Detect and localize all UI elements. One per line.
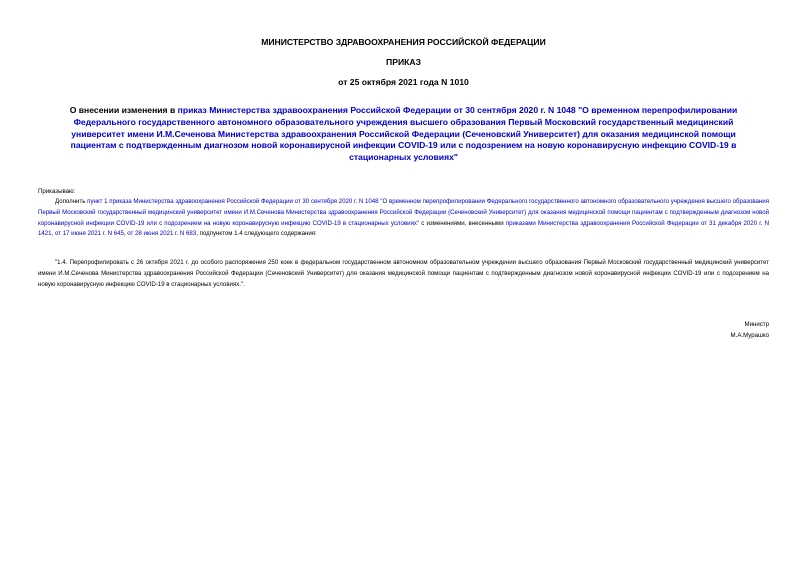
document-title (48, 105, 759, 164)
order-date-heading: от 25 октября 2021 года N 1010 (338, 77, 469, 87)
subpoint-quote: "1.4. Перепрофилировать с 26 октября 2021 г. до особого распоряжения 250 коек в федеральном государственном автономном образовательном учреждении высшего образования Первый Московский государственный медицинский университет имени И.М.Сеченова Министерства здравоохранения Российской Федерации (Сеченовский Университет) для оказания медицинской помощи пациентам с подтвержденным диагнозом новой коронавирусной инфекции COVID-19 или с подозрением на новую коронавирусную инфекцию COVID-19 в стационарных условиях.". (38, 259, 769, 288)
title-prefix: О внесении изменения в (69, 105, 178, 115)
para-mid: с изменениями, внесенными (419, 219, 506, 227)
amendment-paragraph (38, 197, 769, 240)
order-683-link[interactable]: от 28 июня 2021 г. N 683 (127, 230, 197, 238)
order-verb: Приказываю: (38, 188, 76, 195)
ministry-heading: МИНИСТЕРСТВО ЗДРАВООХРАНЕНИЯ РОССИЙСКОЙ ФЕДЕРАЦИИ (261, 37, 546, 47)
para-sep-2: , (123, 230, 128, 238)
order-645-link[interactable]: от 17 июня 2021 г. N 645 (54, 230, 124, 238)
para-sep-1: , (51, 230, 55, 238)
signatory-name: М.А.Мурашко (730, 332, 769, 339)
signatory-role: Министр (744, 321, 769, 328)
para-suffix: , подпунктом 1.4 следующего содержания: (196, 230, 317, 238)
order-1048-point-link[interactable]: пункт 1 приказа Министерства здравоохранения Российской Федерации от 30 сентября 2020 г. N 1048 "О временном перепрофилировании Федерального государственного автономного образовательного учреждения высшего образования Первый Московский государственный медицинский университет имени И.М.Сеченова Министерства здравоохранения Российской Федерации (Сеченовский Университет) для оказания медицинской помощи пациентам с подтвержденным диагнозом новой коронавирусной инфекции COVID-19 или с подозрением на новую коронавирусную инфекцию COVID-19 в стационарных условиях" (38, 198, 770, 227)
order-type-heading: ПРИКАЗ (386, 57, 421, 67)
para-prefix: Дополнить (55, 198, 88, 205)
order-1421-link[interactable]: приказами Министерства здравоохранения Российской Федерации от 31 декабря 2020 г. N 1421 (38, 219, 769, 238)
title-order-link[interactable]: приказ Министерства здравоохранения Российской Федерации от 30 сентября 2020 г. N 1048 "О временном перепрофилировании Федерального государственного автономного образовательного учреждения высшего образования Первый Московский государственный медицинский университет имени И.М.Сеченова Министерства здравоохранения Российской Федерации (Сеченовский Университет) для оказания медицинской помощи пациентам с подтвержденным диагнозом новой коронавирусной инфекции COVID-19 или с подозрением на новую коронавирусную инфекцию COVID-19 в стационарных условиях" (70, 105, 738, 163)
